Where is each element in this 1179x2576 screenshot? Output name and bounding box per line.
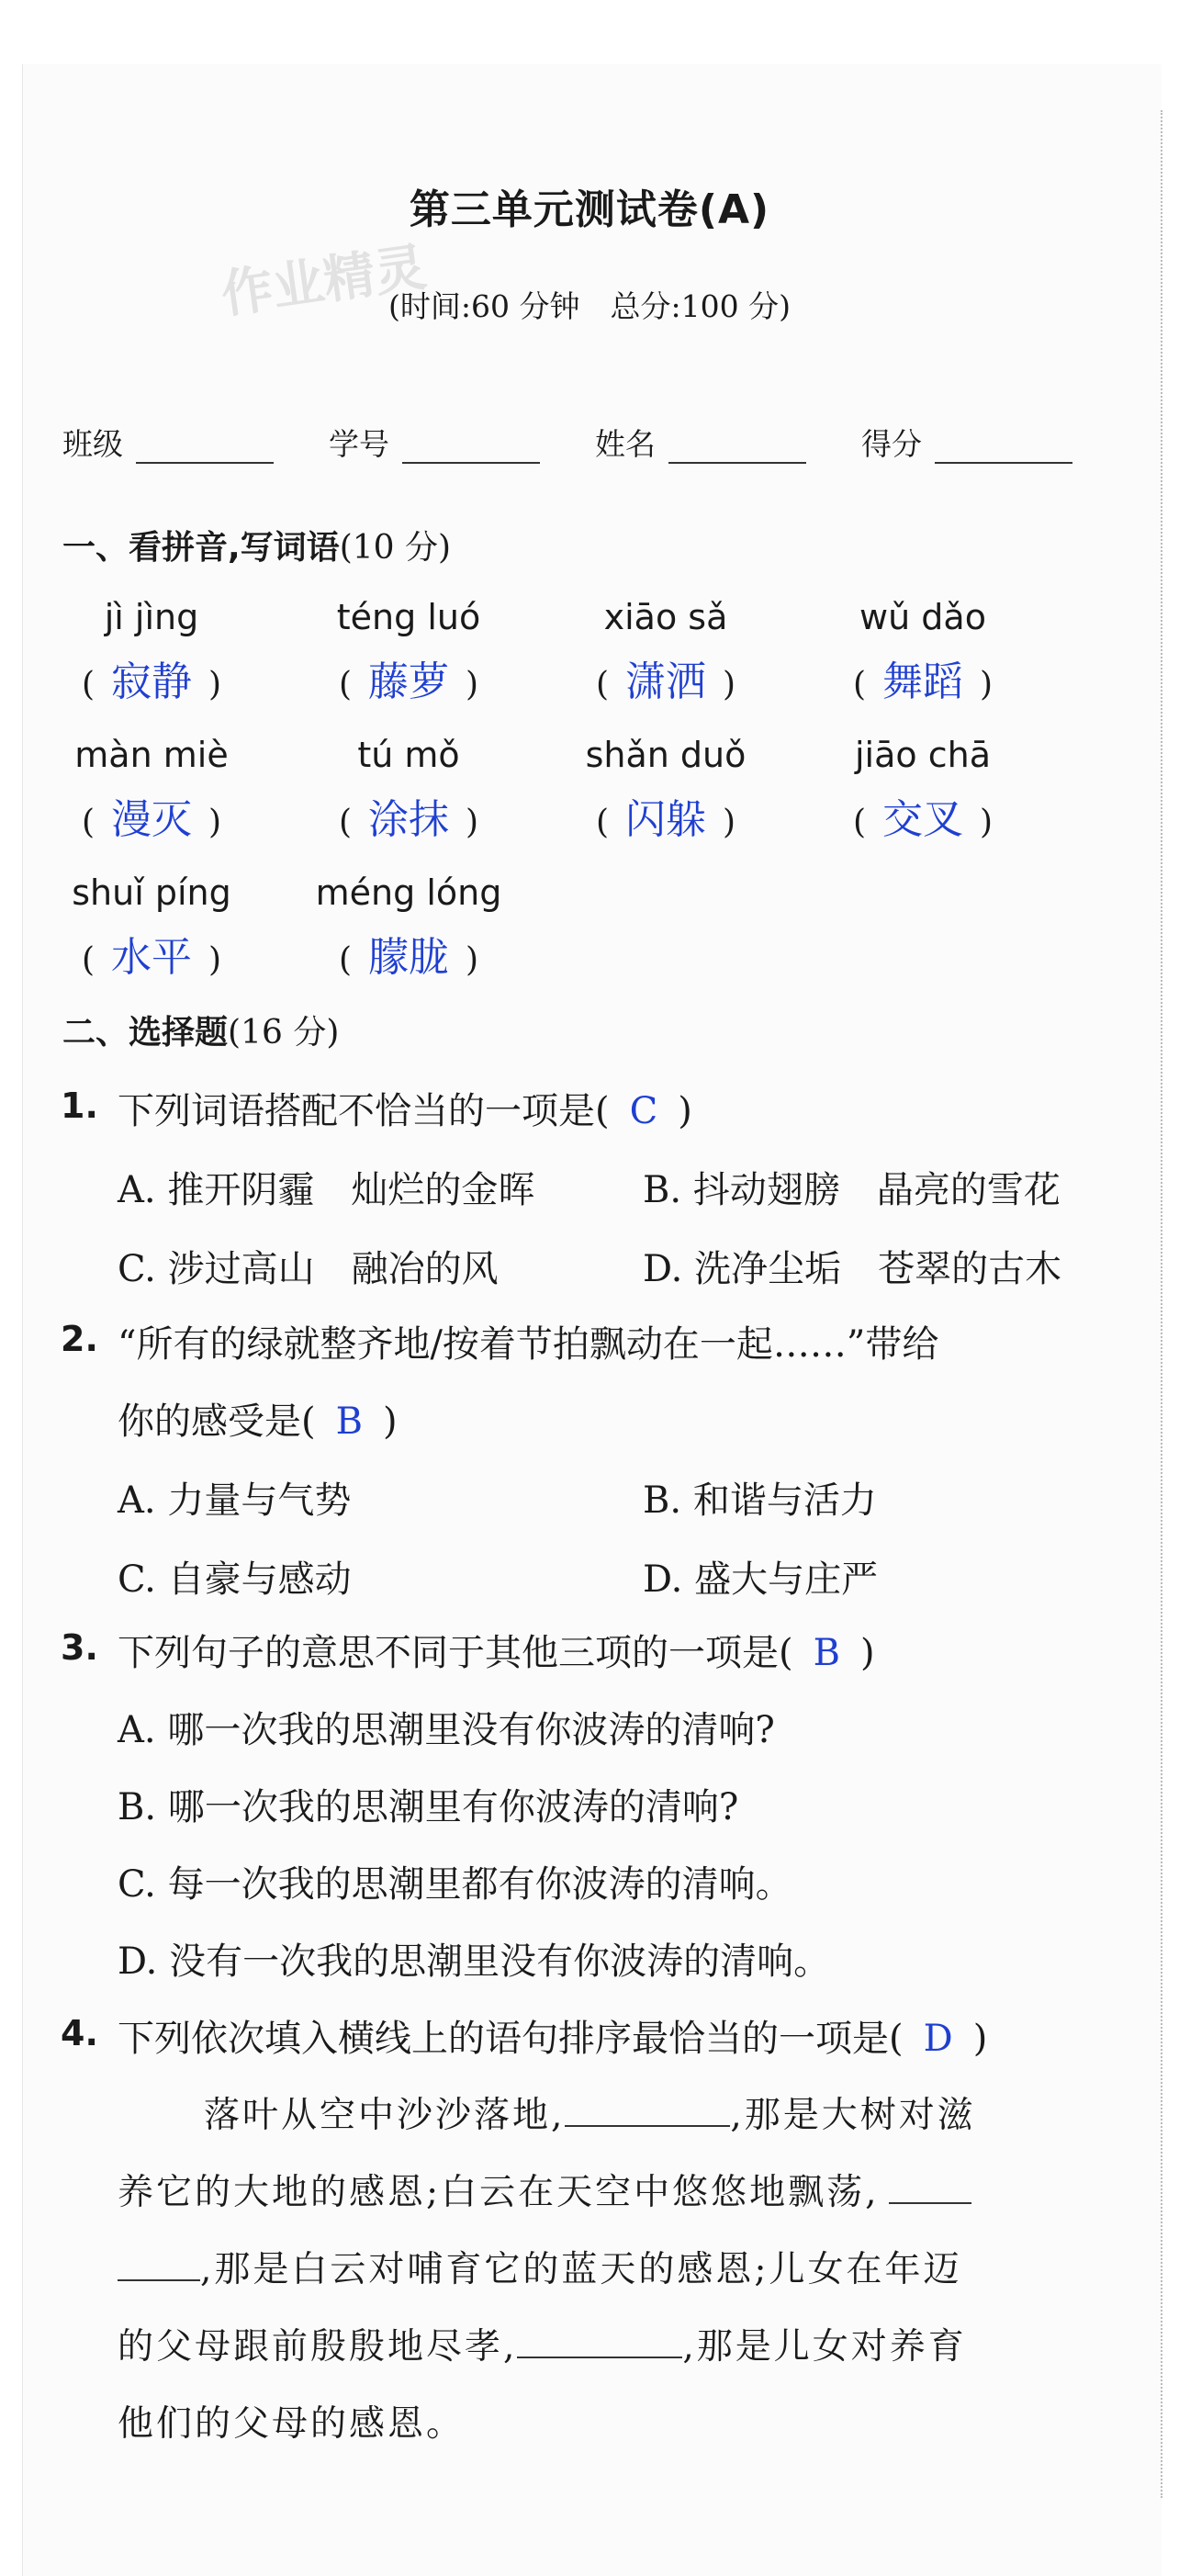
answer-word-7: 闪躲 [625,796,706,843]
answer-box-7[interactable]: ( 闪躲 ) [595,796,736,843]
pinyin-3: xiāo sǎ [603,597,728,637]
name-label: 姓名 [595,426,656,462]
answer-box-4[interactable]: ( 舞蹈 ) [852,658,994,705]
pinyin-5: màn miè [74,735,229,775]
number-field[interactable] [329,421,540,464]
q1-answer: C [629,1090,658,1132]
answer-word-4: 舞蹈 [882,658,963,705]
number-blank[interactable] [402,436,540,464]
answer-box-2[interactable]: ( 藤萝 ) [338,658,479,705]
answer-word-5: 漫灭 [111,796,192,843]
q2-stem-line1: “所有的绿就整齐地/按着节拍飘动在一起……”带给 [118,1323,939,1366]
q2-option-c: C. 自豪与感动 [118,1558,352,1601]
section1-heading: 一、看拼音,写词语(10 分) [62,529,452,567]
answer-box-8[interactable]: ( 交叉 ) [852,796,994,843]
section2-points: (16 分) [228,1014,340,1052]
watermark: 作业精灵 [218,237,431,326]
answer-box-5[interactable]: ( 漫灭 ) [81,796,222,843]
number-label: 学号 [329,426,389,462]
answer-box-6[interactable]: ( 涂抹 ) [338,796,479,843]
q2-stem-line2: 你的感受是( B ) [118,1400,398,1443]
pinyin-9: shuǐ píng [72,872,231,913]
page-title: 第三单元测试卷(A) [409,186,770,233]
score-field[interactable] [861,421,1072,464]
pinyin-6: tú mǒ [357,735,460,775]
pinyin-8: jiāo chā [855,735,991,775]
class-blank[interactable] [136,436,274,464]
q4-stem: 下列依次填入横线上的语句排序最恰当的一项是( D ) [118,2018,988,2060]
name-blank[interactable] [668,436,806,464]
q3-number: 3. [61,1627,98,1668]
answer-word-8: 交叉 [882,796,963,843]
answer-box-3[interactable]: ( 潇洒 ) [595,658,736,705]
pinyin-2: téng luó [336,597,481,637]
pinyin-1: jì jìng [104,597,199,637]
class-field[interactable] [62,421,274,464]
q4-passage-line2: 养它的大地的感恩;白云在天空中悠悠地飘荡, [118,2164,971,2215]
q4-blank-1[interactable] [565,2094,730,2127]
q2-option-b: B. 和谐与活力 [643,1479,877,1522]
score-blank[interactable] [935,436,1072,464]
class-label: 班级 [62,426,123,462]
pinyin-7: shǎn duǒ [585,735,747,775]
answer-word-9: 水平 [111,934,192,981]
q3-option-a: A. 哪一次我的思潮里没有你波涛的清响? [118,1709,775,1751]
answer-box-9[interactable]: ( 水平 ) [81,934,222,981]
answer-box-10[interactable]: ( 朦胧 ) [338,934,479,981]
q1-number: 1. [61,1086,98,1126]
q2-answer: B [335,1400,364,1443]
answer-word-3: 潇洒 [625,658,706,705]
q4-blank-2a[interactable] [889,2171,971,2204]
q3-option-b: B. 哪一次我的思潮里有你波涛的清响? [118,1786,739,1828]
q2-option-a: A. 力量与气势 [118,1479,352,1522]
q4-number: 4. [61,2013,98,2053]
q4-blank-3[interactable] [517,2325,682,2358]
name-field[interactable] [595,421,806,464]
q1-option-a: A. 推开阴霾 灿烂的金晖 [118,1169,535,1211]
q4-passage-line5: 他们的父母的感恩。 [118,2403,466,2445]
q3-answer: B [813,1632,841,1674]
q4-passage-line1: 落叶从空中沙沙落地, ,那是大树对滋 [204,2095,976,2136]
q3-option-d: D. 没有一次我的思潮里没有你波涛的清响。 [118,1940,831,1983]
answer-word-1: 寂静 [111,658,192,705]
q1-stem: 下列词语搭配不恰当的一项是( C ) [118,1090,692,1132]
q4-answer: D [923,2018,953,2060]
pinyin-4: wǔ dǎo [859,597,986,637]
q4-passage-line4: 的父母跟前殷殷地尽孝, ,那是儿女对养育 [118,2326,967,2368]
q4-blank-2b[interactable] [118,2248,200,2281]
q4-passage-line3: ,那是白云对哺育它的蓝天的感恩;儿女在年迈 [118,2241,962,2292]
q2-option-d: D. 盛大与庄严 [643,1558,879,1601]
answer-box-1[interactable]: ( 寂静 ) [81,658,222,705]
answer-word-6: 涂抹 [368,796,449,843]
page-fold-line [1161,110,1162,2498]
exam-subtitle: (时间:60 分钟 总分:100 分) [388,288,791,324]
score-label: 得分 [861,426,922,462]
q3-option-c: C. 每一次我的思潮里都有你波涛的清响。 [118,1863,792,1906]
q1-option-b: B. 抖动翅膀 晶亮的雪花 [643,1169,1061,1211]
answer-word-2: 藤萝 [368,658,449,705]
q1-option-d: D. 洗净尘垢 苍翠的古木 [643,1248,1062,1290]
q2-number: 2. [61,1319,98,1359]
section2-heading: 二、选择题(16 分) [62,1014,340,1052]
pinyin-10: méng lóng [315,872,502,913]
answer-word-10: 朦胧 [368,934,449,981]
q3-stem: 下列句子的意思不同于其他三项的一项是( B ) [118,1632,875,1674]
section1-points: (10 分) [339,529,452,567]
q1-option-c: C. 涉过高山 融冶的风 [118,1248,499,1290]
